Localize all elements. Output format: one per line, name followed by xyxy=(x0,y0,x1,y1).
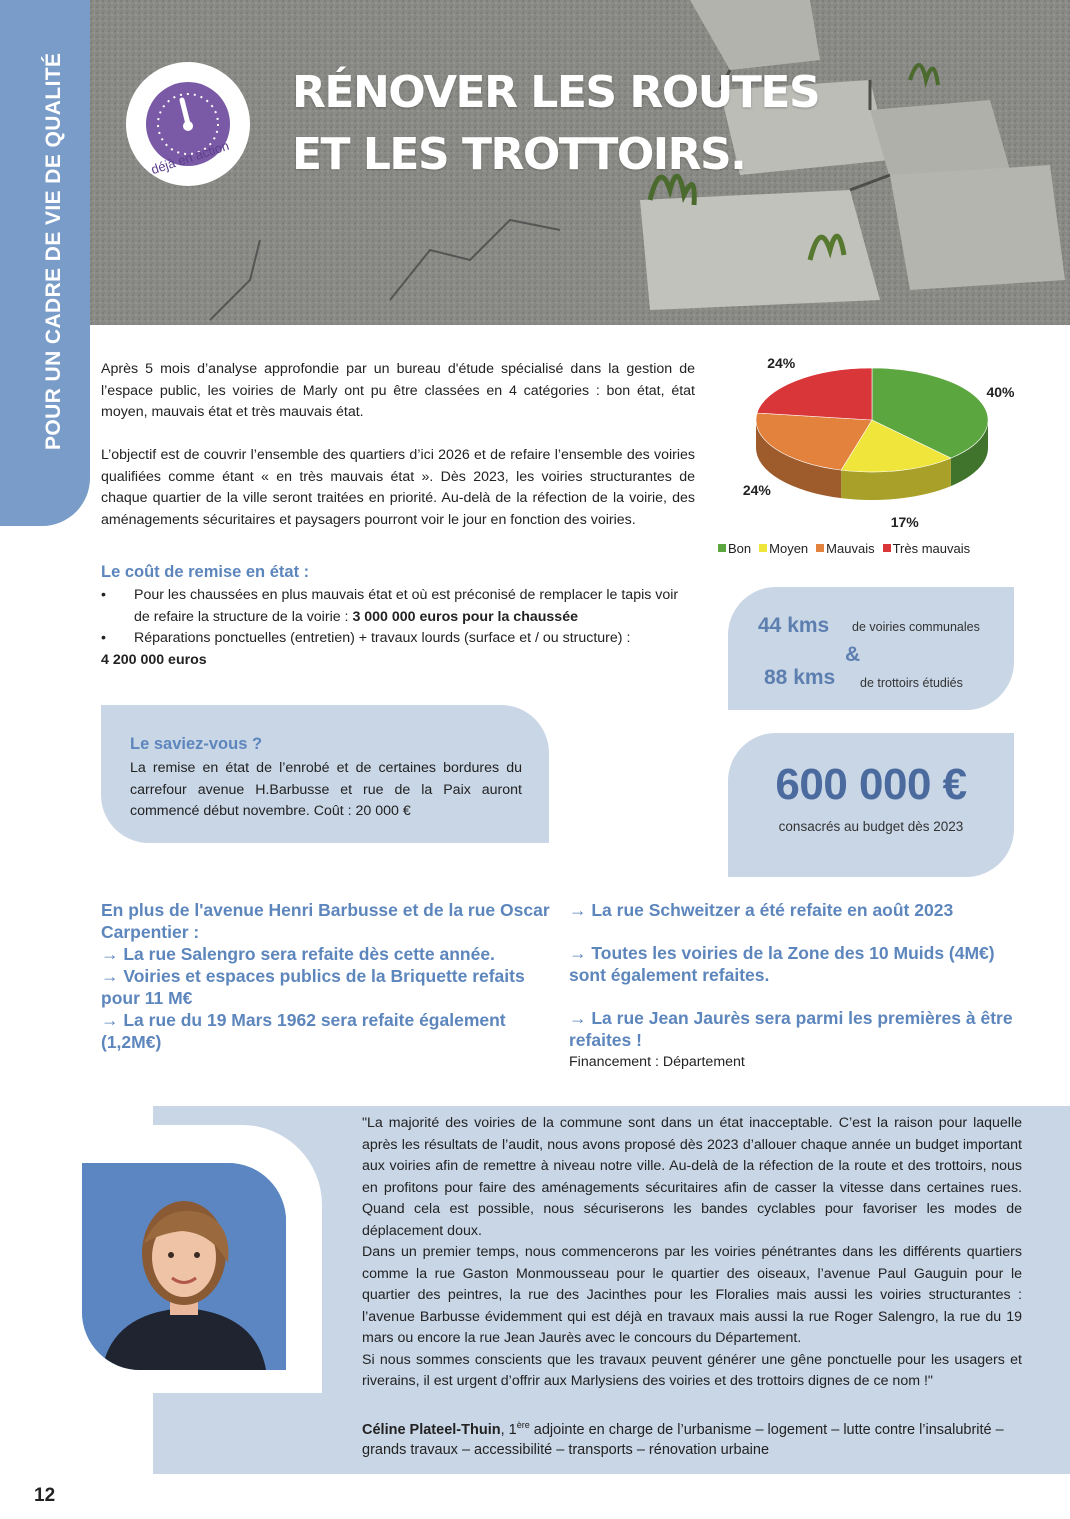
pie-slice-très-mauvais xyxy=(757,368,872,420)
budget-value: 600 000 € xyxy=(775,760,967,809)
quote-paragraph-2: Dans un premier temps, nous commencerons par les voiries pénétrantes dans les différents quartiers comme la rue Gaston Monmousseau pour le quartier des oiseaux, l’avenue Paul Gauguin pour le quartier des peintres, la rue des Jacinthes pour les Floralies mais aussi les voiries structurantes : l’avenue Barbusse évidemment qui est déjà en travaux mais aussi la rue Roger Salengro, la rue du 19 mars ou encore la rue Jean Jaurès avec le concours du Département. xyxy=(362,1244,1022,1346)
quote-paragraph-1: "La majorité des voiries de la commune sont dans un état inacceptable. C’est la raison pour laquelle après les résultats de l’audit, nous avons proposé dès 2023 d’allouer chaque année un budget important aux voiries afin de remettre à niveau notre ville. Au-delà de la réfection de la route et des trottoirs, nous en profitons pour faire des aménagements sécuritaires afin de casser la vitesse dans certaines rues. Quand cela est possible, nous sécuriserons les bandes cyclables pour favoriser les modes de déplacement doux. xyxy=(362,1115,1022,1239)
highlight-right-item: → La rue Schweitzer a été refaite en août 2023 xyxy=(569,900,954,920)
highlight-left-item: → La rue Salengro sera refaite dès cette année. xyxy=(101,944,495,964)
legend-swatch xyxy=(759,544,767,552)
kms-sidewalks-label: de trottoirs étudiés xyxy=(860,676,963,690)
cost-list xyxy=(101,585,696,671)
legend-label: Très mauvais xyxy=(892,541,971,556)
highlight-right-item: → La rue Jean Jaurès sera parmi les premières à être refaites ! xyxy=(569,1008,1013,1050)
intro-paragraph-1: Après 5 mois d’analyse approfondie par un bureau d'étude spécialisé dans la gestion de l’espace public, les voiries de Marly ont pu être classées en 4 catégories : bon état, état moyen, mauvais état et très mauvais état. xyxy=(101,361,695,420)
portrait-photo xyxy=(82,1163,286,1370)
legend-item-0 xyxy=(718,541,751,556)
kms-roads-label: de voiries communales xyxy=(852,620,980,634)
legend-label: Moyen xyxy=(769,541,809,556)
legend-item-1 xyxy=(759,541,808,556)
quote-signature xyxy=(362,1415,1022,1460)
kms-roads-value: 44 kms xyxy=(758,614,830,637)
highlights-right xyxy=(569,899,1019,1051)
cost-item-2-text: Réparations ponctuelles (entretien) + travaux lourds (surface et / ou structure) : xyxy=(134,630,631,646)
budget-label: consacrés au budget dès 2023 xyxy=(778,819,964,834)
quote-ordinal-number: 1 xyxy=(508,1421,517,1438)
cost-item-1-amount: 3 000 000 euros pour la chaussée xyxy=(352,608,578,625)
pie-label-2: 24% xyxy=(742,481,771,498)
legend-swatch xyxy=(816,544,824,552)
pie-label-3: 24% xyxy=(767,354,796,371)
saviez-vous-title: Le saviez-vous ? xyxy=(130,735,263,753)
kms-sidewalks-value: 88 kms xyxy=(764,666,836,689)
highlight-left-item: → La rue du 19 Mars 1962 sera refaite également (1,2M€) xyxy=(101,1010,506,1052)
saviez-vous-text: La remise en état de l’enrobé et de certaines bordures du carrefour avenue H.Barbusse et rue de la Paix auront commencé début novembre. Coût : 20 000 € xyxy=(130,760,522,819)
highlight-right-item: → Toutes les voiries de la Zone des 10 Muids (4M€) sont également refaites. xyxy=(569,943,995,985)
quote-text xyxy=(362,1113,1022,1393)
pie-label-0: 40% xyxy=(986,384,1015,401)
legend-item-2 xyxy=(816,541,874,556)
cost-item-1-text: Pour les chaussées en plus mauvais état et où est préconisé de remplacer le tapis voir de refaire la structure de la voirie : xyxy=(134,587,679,625)
page-title xyxy=(292,62,819,186)
portrait-illustration xyxy=(82,1163,286,1370)
badge-label: déjà en action xyxy=(149,137,231,178)
highlights-left xyxy=(101,899,551,1053)
quote-paragraph-3: Si nous sommes conscients que les travaux peuvent générer une gêne ponctuelle pour les usagers et riverains, il est urgent d’offrir aux Marlysiens des voiries et des trottoirs dignes de ce nom !" xyxy=(362,1351,1022,1389)
kms-ampersand: & xyxy=(845,643,861,666)
financement-note: Financement : Département xyxy=(569,1054,745,1070)
pie-label-1: 17% xyxy=(890,513,919,530)
legend-label: Bon xyxy=(728,541,752,556)
title-line-1: RÉNOVER LES ROUTES xyxy=(292,67,820,118)
legend-item-3 xyxy=(883,541,971,556)
quote-author: Céline Plateel-Thuin xyxy=(362,1421,501,1438)
quote-author-role: adjointe en charge de l’urbanisme – logement – lutte contre l’insalubrité – grands travaux – accessibilité – transports – rénovation urbaine xyxy=(362,1421,1004,1458)
cost-item-1 xyxy=(101,585,696,628)
chart-legend xyxy=(718,541,978,556)
intro-paragraph-2: L’objectif est de couvrir l’ensemble des quartiers d’ici 2026 et de refaire l’ensemble des voiries qualifiées comme étant « en très mauvais état ». Dès 2023, les voiries structurantes de chaque quartier de la ville seront traitées en priorité. Au-delà de la réfection de la voirie, des aménagements sécuritaires et paysagers pourront voir le jour en fonction des voiries. xyxy=(101,447,695,528)
cost-item-2-amount: 4 200 000 euros xyxy=(101,651,207,668)
highlight-left-item: → Voiries et espaces publics de la Briquette refaits pour 11 M€ xyxy=(101,966,525,1008)
side-tab-label-wrap xyxy=(0,0,90,526)
cost-title: Le coût de remise en état : xyxy=(101,563,310,581)
highlight-left-item: En plus de l'avenue Henri Barbusse et de la rue Oscar Carpentier : xyxy=(101,900,550,942)
side-tab-label: POUR UN CADRE DE VIE DE QUALITÉ xyxy=(42,52,65,450)
title-line-2: ET LES TROTTOIRS. xyxy=(292,129,746,180)
quote-ordinal-suffix: ère xyxy=(516,1420,530,1430)
kms-stat-box xyxy=(728,587,1014,710)
cost-item-2 xyxy=(101,628,696,650)
legend-swatch xyxy=(718,544,726,552)
page-number: 12 xyxy=(34,1485,56,1506)
quote-author-separator: , xyxy=(500,1421,509,1438)
legend-swatch xyxy=(883,544,891,552)
legend-label: Mauvais xyxy=(826,541,875,556)
